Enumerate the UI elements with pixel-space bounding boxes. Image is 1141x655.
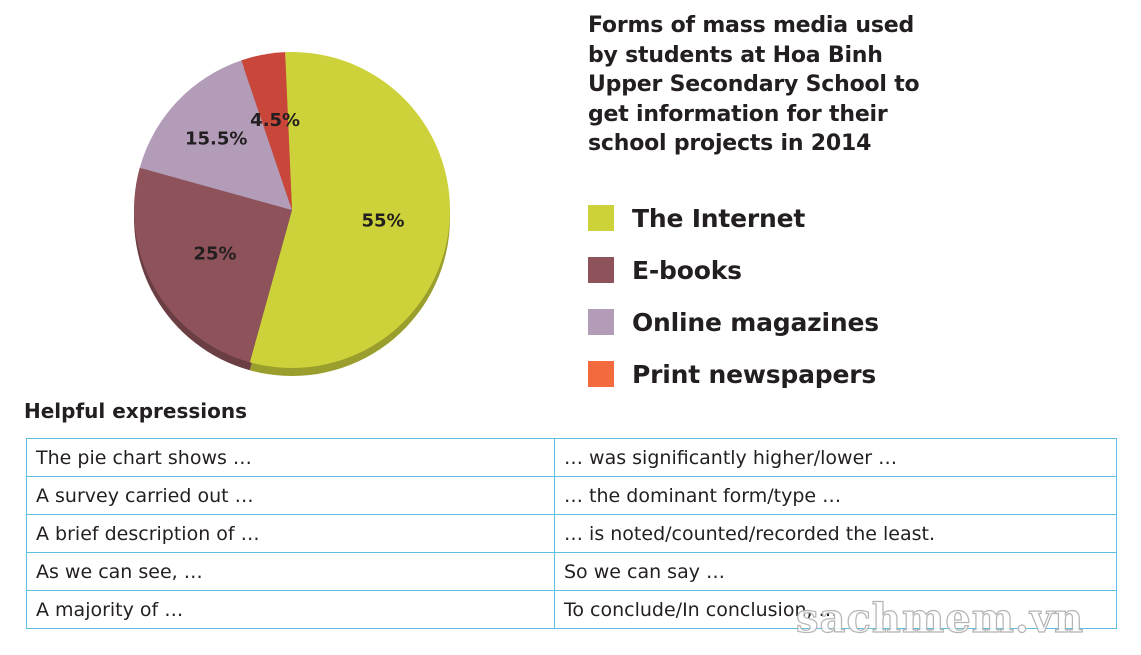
table-row	[27, 439, 1117, 477]
table-row	[27, 553, 1117, 591]
expressions-heading: Helpful expressions	[24, 399, 247, 423]
pie-slice-label: 15.5%	[185, 128, 248, 150]
chart-title: Forms of mass media used by students at Hoa Binh Upper Secondary School to get information for their school projects in 2014	[588, 13, 920, 156]
pie-chart	[120, 30, 480, 390]
legend-label-internet: The Internet	[632, 203, 806, 233]
table-cell: To conclude/In conclusion, …	[555, 591, 1117, 629]
table-row	[27, 515, 1117, 553]
legend-swatch-online-magazines	[588, 309, 614, 335]
legend-item-internet	[588, 192, 879, 244]
chart-legend	[588, 192, 879, 400]
legend-item-online-magazines	[588, 296, 879, 348]
table-cell: As we can see, …	[27, 553, 555, 591]
pie-slice-label: 25%	[193, 243, 237, 265]
legend-label-ebooks: E-books	[632, 255, 742, 285]
table-cell: A majority of …	[27, 591, 555, 629]
table-cell: … is noted/counted/recorded the least.	[555, 515, 1117, 553]
table-cell: A brief description of …	[27, 515, 555, 553]
legend-swatch-print-newspapers	[588, 361, 614, 387]
legend-swatch-ebooks	[588, 257, 614, 283]
legend-item-print-newspapers	[588, 348, 879, 400]
pie-slice-label: 55%	[361, 210, 405, 232]
legend-label-online-magazines: Online magazines	[632, 307, 879, 337]
watermark: sachmem.vn	[796, 595, 1085, 642]
pie-slice-label: 4.5%	[250, 109, 301, 131]
table-cell: So we can say …	[555, 553, 1117, 591]
table-cell: … was significantly higher/lower …	[555, 439, 1117, 477]
pie-chart-svg	[120, 30, 480, 390]
legend-item-ebooks	[588, 244, 879, 296]
legend-label-print-newspapers: Print newspapers	[632, 359, 877, 389]
table-cell: The pie chart shows …	[27, 439, 555, 477]
table-cell: … the dominant form/type …	[555, 477, 1117, 515]
table-row	[27, 477, 1117, 515]
legend-swatch-internet	[588, 205, 614, 231]
table-cell: A survey carried out …	[27, 477, 555, 515]
